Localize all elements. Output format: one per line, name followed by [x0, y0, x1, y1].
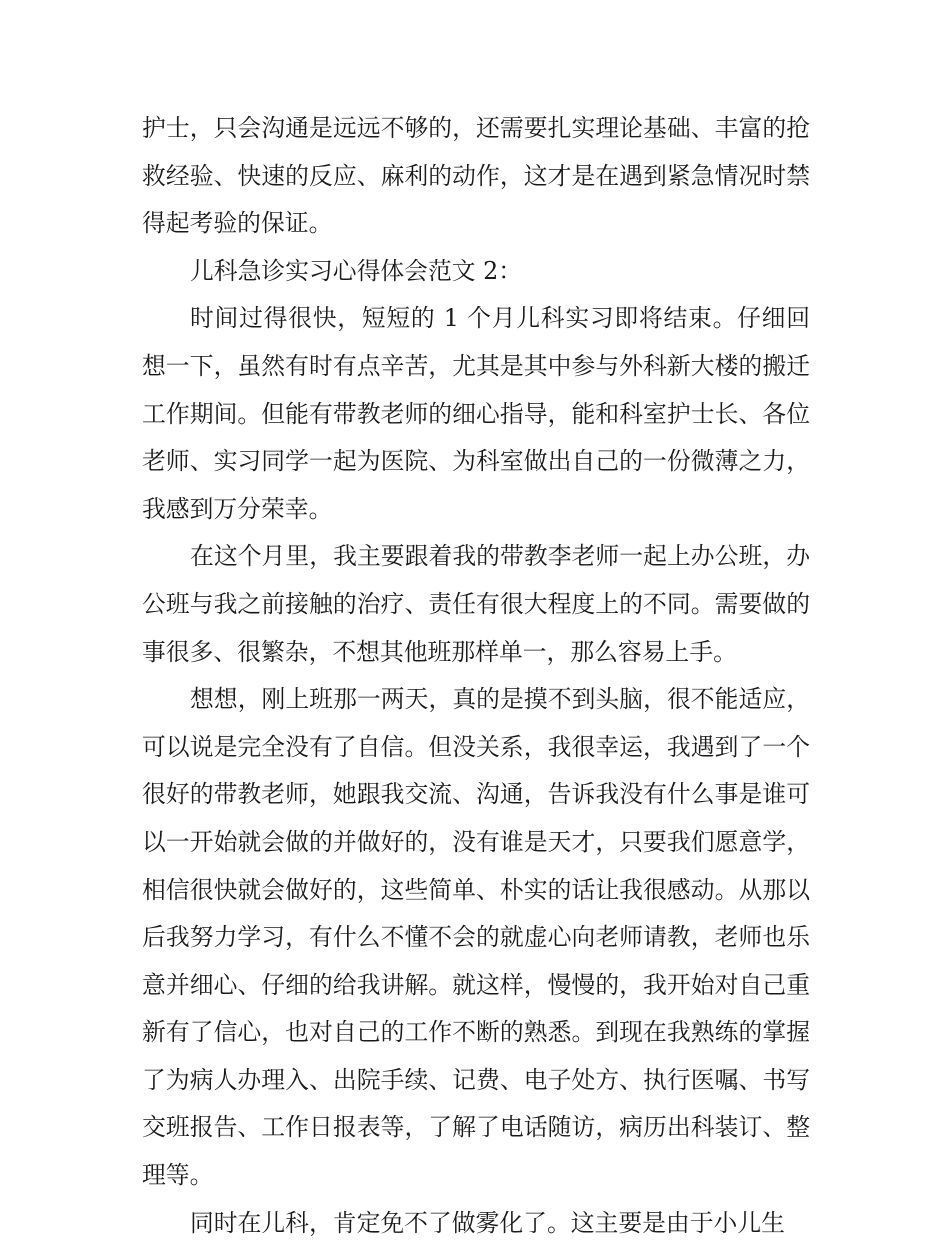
paragraph: 时间过得很快，短短的 1 个月儿科实习即将结束。仔细回想一下，虽然有时有点辛苦，尤其是其中参与外科新大楼的搬迁工作期间。但能有带教老师的细心指导，能和科室护士长、各位老师、实习同学一起为医院、为科室做出自己的一份微薄之力，我感到万分荣幸。	[142, 304, 810, 523]
paragraph: 在这个月里，我主要跟着我的带教李老师一起上办公班，办公班与我之前接触的治疗、责任有很大程度上的不同。需要做的事很多、很繁杂，不想其他班那样单一，那么容易上手。	[142, 542, 810, 666]
paragraph-continuation: 护士，只会沟通是远远不够的，还需要扎实理论基础、丰富的抢救经验、快速的反应、麻利的动作，这才是在遇到紧急情况时禁得起考验的保证。	[142, 114, 810, 238]
document-body	[142, 105, 810, 1247]
paragraph: 想想，刚上班那一两天，真的是摸不到头脑，很不能适应，可以说是完全没有了自信。但没关系，我很幸运，我遇到了一个很好的带教老师，她跟我交流、沟通，告诉我没有什么事是谁可以一开始就会做的并做好的，没有谁是天才，只要我们愿意学，相信很快就会做好的，这些简单、朴实的话让我很感动。从那以后我努力学习，有什么不懂不会的就虚心向老师请教，老师也乐意并细心、仔细的给我讲解。就这样，慢慢的，我开始对自己重新有了信心，也对自己的工作不断的熟悉。到现在我熟练的掌握了为病人办理入、出院手续、记费、电子处方、执行医嘱、书写交班报告、工作日报表等，了解了电话随访，病历出科装订、整理等。	[142, 685, 810, 1190]
paragraph: 同时在儿科，肯定免不了做雾化了。这主要是由于小儿生	[190, 1208, 785, 1237]
section-heading: 儿科急诊实习心得体会范文 2：	[190, 256, 523, 285]
